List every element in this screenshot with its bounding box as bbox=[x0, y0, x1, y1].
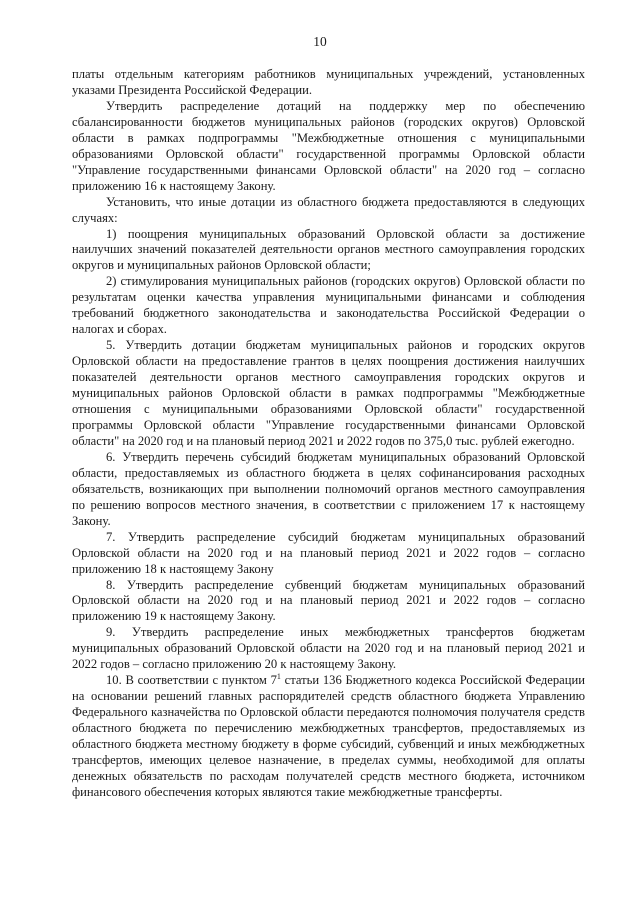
page-number: 10 bbox=[313, 34, 327, 49]
paragraph-item-9: 9. Утвердить распределение иных межбюджетных трансфертов бюджетам муниципальных образований Орловской области на 2020 год и на плановый период 2021 и 2022 годов – согласно приложению 20 к настоящему Закону. bbox=[72, 625, 585, 672]
item-10-text: статьи 136 Бюджетного кодекса Российской Федерации на основании решений главных распорядителей средств областного бюджета Управлению Федерального казначейства по Орловской области передаются полномочия получателя средств областного бюджета по перечислению межбюджетных трансфертов, предоставляемых из областного бюджета местному бюджету в форме субсидий, субвенций и иных межбюджетных трансфертов, имеющих целевое назначение, в пределах суммы, необходимой для оплаты денежных обязательств по расходам получателей средств местного бюджета, источником финансового обеспечения которых являются такие межбюджетные трансферты. bbox=[72, 673, 585, 799]
paragraph-case-2: 2) стимулирования муниципальных районов (городских округов) Орловской области по результатам оценки качества управления муниципальными финансами и соблюдения требований бюджетного законодательства и законодательства Российской Федерации о налогах и сборах. bbox=[72, 274, 585, 337]
paragraph-other-grants-intro: Установить, что иные дотации из областного бюджета предоставляются в следующих случаях: bbox=[72, 194, 585, 225]
paragraph-case-1: 1) поощрения муниципальных образований Орловской области за достижение наилучших значений показателей деятельности органов местного самоуправления городских округов и муниципальных районов Орловской области; bbox=[72, 226, 585, 273]
paragraph-item-6: 6. Утвердить перечень субсидий бюджетам муниципальных образований Орловской области, предоставляемых из областного бюджета в целях софинансирования расходных обязательств, возникающих при выполнении полномочий органов местного самоуправления по решению вопросов местного значения, в соответствии с приложением 17 к настоящему Закону. bbox=[72, 449, 585, 528]
document-body bbox=[72, 67, 585, 801]
paragraph-balance-grants: Утвердить распределение дотаций на поддержку мер по обеспечению сбалансированности бюджетов муниципальных районов (городских округов) Орловской области в рамках подпрограммы "Межбюджетные отношения с муниципальными образованиями Орловской области" государственной программы Орловской области "Управление государственными финансами Орловской области" на 2020 год – согласно приложению 16 к настоящему Закону. bbox=[72, 98, 585, 193]
paragraph-item-10 bbox=[72, 673, 585, 801]
paragraph-item-8: 8. Утвердить распределение субвенций бюджетам муниципальных образований Орловской области на 2020 год и на плановый период 2021 и 2022 годов – согласно приложению 19 к настоящему Закону. bbox=[72, 577, 585, 624]
item-10-superscript: 1 bbox=[276, 672, 281, 682]
item-10-lead: 10. В соответствии с пунктом 7 bbox=[106, 673, 277, 688]
paragraph-item-5: 5. Утвердить дотации бюджетам муниципальных районов и городских округов Орловской области на предоставление грантов в целях поощрения достижения наилучших показателей деятельности органов местного самоуправления городских округов и муниципальных районов Орловской области в рамках подпрограммы "Межбюджетные отношения с муниципальными образованиями Орловской области" государственной программы Орловской области "Управление государственными финансами Орловской области" на 2020 год и на плановый период 2021 и 2022 годов по 375,0 тыс. рублей ежегодно. bbox=[72, 338, 585, 448]
paragraph-item-7: 7. Утвердить распределение субсидий бюджетам муниципальных образований Орловской области на 2020 год и на плановый период 2021 и 2022 годов – согласно приложению 18 к настоящему Закону bbox=[72, 529, 585, 576]
paragraph-continuation: платы отдельным категориям работников муниципальных учреждений, установленных указами Президента Российской Федерации. bbox=[72, 67, 585, 97]
